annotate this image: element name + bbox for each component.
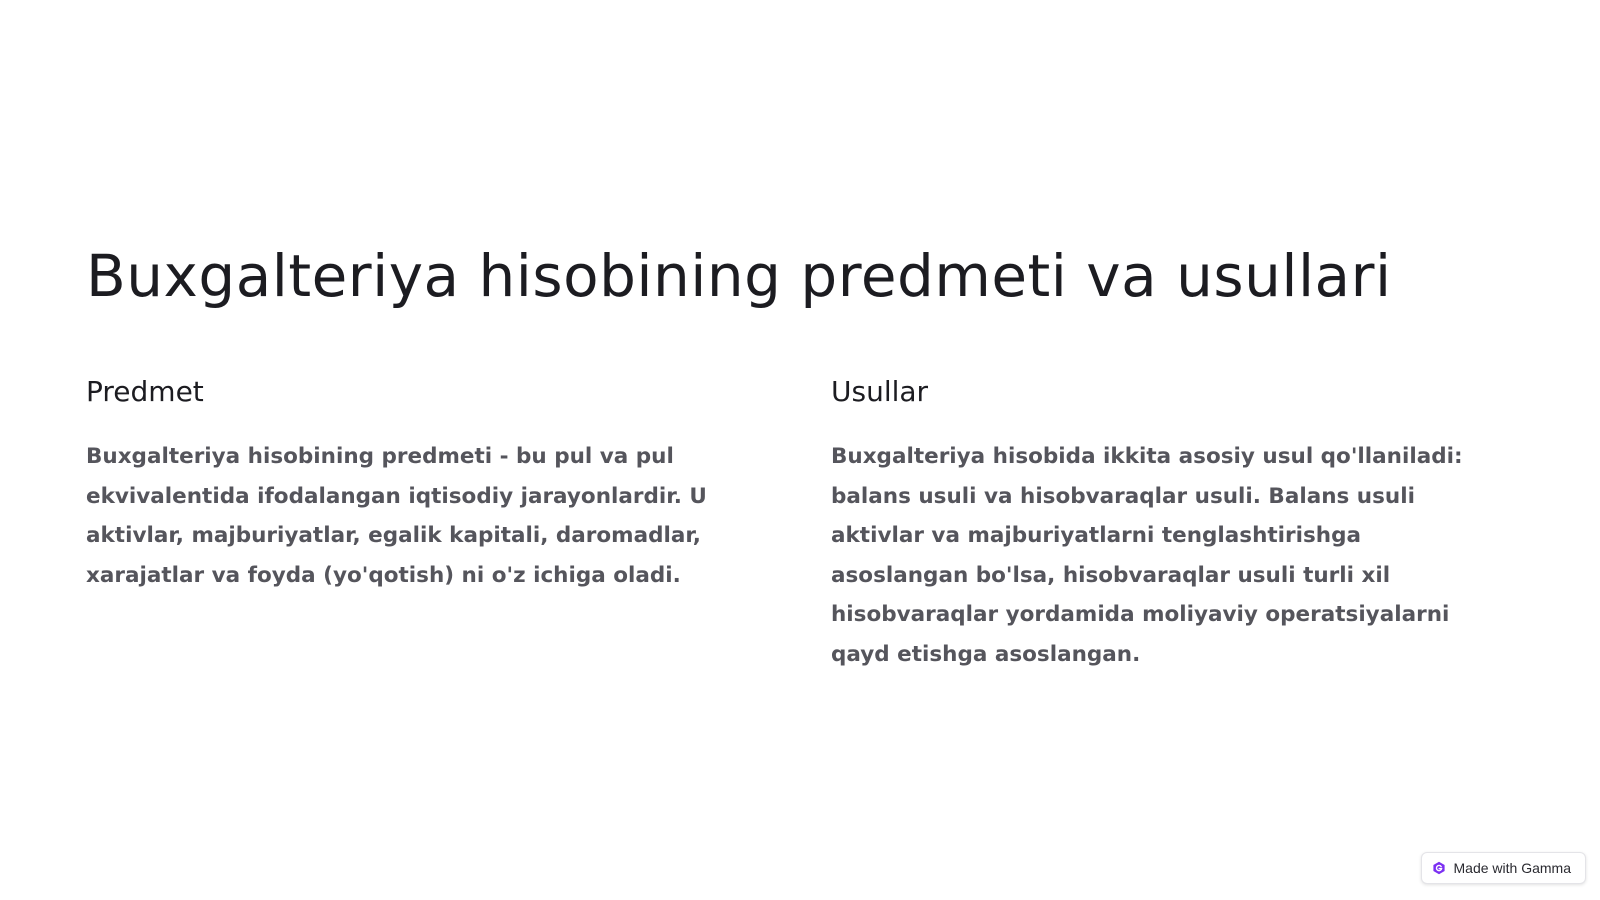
badge-label: Made with Gamma: [1453, 860, 1571, 876]
made-with-gamma-badge[interactable]: [1421, 852, 1586, 884]
gamma-logo-icon: [1432, 861, 1446, 875]
column-body-predmet: Buxgalteriya hisobining predmeti - bu pul va pul ekvivalentida ifodalangan iqtisodiy jarayonlardir. U aktivlar, majburiyatlar, egalik kapitali, daromadlar, xarajatlar va foyda (yo'qotish) ni o'z ichiga oladi.: [86, 444, 707, 588]
column-predmet: [86, 372, 746, 595]
column-usullar: [831, 372, 1491, 674]
column-body-usullar: Buxgalteriya hisobida ikkita asosiy usul qo'llaniladi: balans usuli va hisobvaraqlar usuli. Balans usuli aktivlar va majburiyatlarni tenglashtirishga asoslangan bo'lsa, hisobvaraqlar usuli turli xil hisobvaraqlar yordamida moliyaviy operatsiyalarni qayd etishga asoslangan.: [831, 444, 1463, 667]
slide-title: Buxgalteriya hisobining predmeti va usullari: [86, 242, 1392, 310]
column-heading-predmet: Predmet: [86, 375, 204, 408]
column-heading-usullar: Usullar: [831, 375, 929, 408]
